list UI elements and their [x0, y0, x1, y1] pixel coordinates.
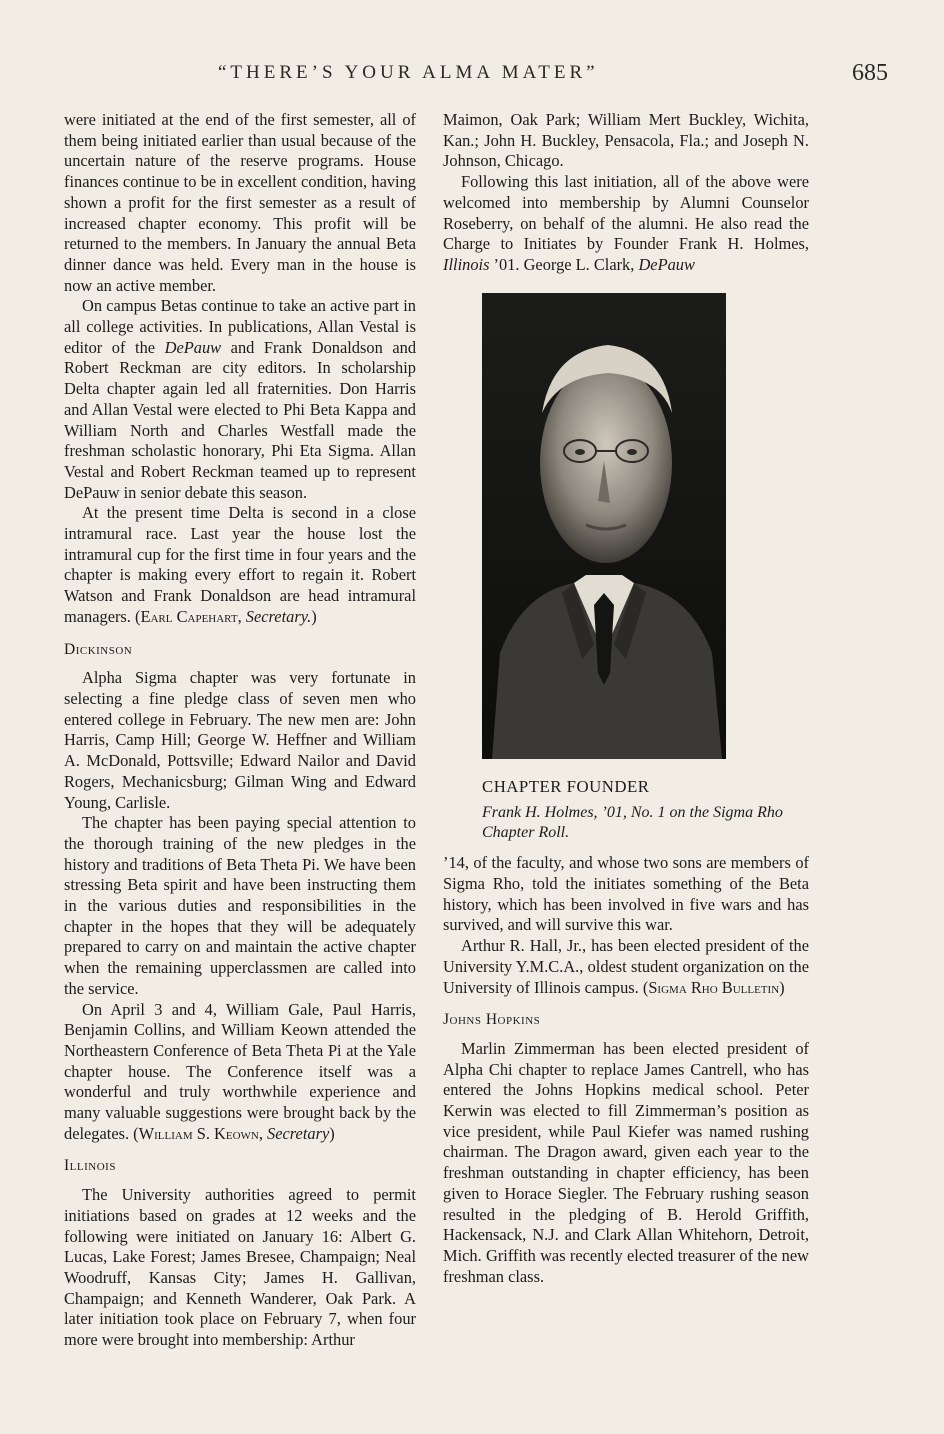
signature-title: Secretary. — [245, 606, 312, 626]
paragraph-illinois-welcome: Following this last initiation, all of the above were welcomed into membership by Alumni Counselor Roseberry, on behalf of the alumni. He also read the Charge to Initiates by Founder Frank H. Holmes, Illinois ’01. George L. Clark, DePauw — [443, 172, 809, 274]
founder-portrait-photo — [482, 293, 726, 759]
right-column — [443, 110, 809, 1287]
signature-source: Sigma Rho Bulletin — [648, 977, 780, 997]
photo-caption-title: CHAPTER FOUNDER — [482, 776, 650, 796]
signature-title: Secretary — [267, 1123, 330, 1143]
page-number: 685 — [852, 60, 888, 86]
section-heading-illinois: Illinois — [64, 1157, 116, 1175]
paragraph-johns-hopkins: Marlin Zimmerman has been elected president of Alpha Chi chapter to replace James Cantrell, who has entered the Johns Hopkins medical school. Peter Kerwin was elected to fill Zimmerman’s position as vice president, while Paul Kiefer was named rushing chairman. The Dragon award, given each year to the freshman outstanding in chapter efficiency, has been given to Horace Siegler. The February rushing season resulted in the pledging of B. Herold Griffith, Hackensack, N.J. and Clark Allan Whitehorn, Detroit, Mich. Griffith was recently elected treasurer of the new freshman class. — [443, 1038, 809, 1286]
paragraph-dickinson-training: The chapter has been paying special attention to the thorough training of the new pledges in the history and traditions of Beta Theta Pi. We have been stressing Beta spirit and have been instructing them in the various duties and responsibilities in the chapter in the hopes that they will be adequately prepared to carry on and maintain the active chapter when the remaining upperclassmen are called into the service. — [64, 813, 416, 998]
signature-name: William S. Keown, — [138, 1123, 263, 1143]
section-heading-johns-hopkins: Johns Hopkins — [443, 1011, 541, 1029]
paragraph-illinois-ymca: Arthur R. Hall, Jr., has been elected president of the University Y.M.C.A., oldest student organization on the University of Illinois campus. (Sigma Rho Bulletin) — [443, 936, 809, 997]
section-heading-dickinson: Dickinson — [64, 640, 133, 658]
portrait-illustration — [482, 293, 726, 759]
paragraph-dickinson-conference: On April 3 and 4, William Gale, Paul Harris, Benjamin Collins, and William Keown attended the Northeastern Conference of Beta Theta Pi at the Yale chapter house. The Conference itself was a wonderful and truly worthwhile experience and many valuable suggestions were brought back by the delegates. (William S. Keown, Secretary) — [64, 999, 416, 1143]
signature-name: Earl Capehart, — [140, 606, 242, 626]
paragraph-illinois-initiations: The University authorities agreed to permit initiations based on grades at 12 weeks and the following were initiated on January 16: Albert G. Lucas, Lake Forest; James Bresee, Champaign; Neal Woodruff, Kansas City; James H. Gallivan, Champaign; and Kenneth Wanderer, Oak Park. A later initiation took place on February 7, when four more were brought into membership: Arthur — [64, 1185, 416, 1350]
paragraph-delta-intramural: At the present time Delta is second in a close intramural race. Last year the house lost the intramural cup for the first time in four years and the chapter is making every effort to regain it. Robert Watson and Frank Donaldson are head intramural managers. (Earl Capehart, Secretary.) — [64, 503, 416, 626]
photo-caption-text: Frank H. Holmes, ’01, No. 1 on the Sigma Rho Chapter Roll. — [482, 804, 783, 842]
publication-title: DePauw — [164, 337, 222, 357]
paragraph-delta-finances: were initiated at the end of the first semester, all of them being initiated earlier than usual because of the uncertain nature of the reserve programs. House finances continue to be in excellent condition, having shown a profit for the first semester as a result of increased chapter economy. This profit will be returned to the members. In January the annual Beta dinner dance was held. Every man in the house is now an active member. — [64, 110, 416, 295]
paragraph-dickinson-pledges: Alpha Sigma chapter was very fortunate in selecting a fine pledge class of seven men who entered college in February. The new men are: John Harris, Camp Hill; George W. Heffner and William A. McDonald, Pottsville; Edward Nailor and David Rogers, Mechanicsburg; Gilman Wing and Edward Young, Carlisle. — [64, 668, 416, 812]
left-column — [64, 110, 416, 1351]
running-head: “THERE’S YOUR ALMA MATER” — [218, 62, 599, 83]
paragraph-illinois-initiates: Maimon, Oak Park; William Mert Buckley, Wichita, Kan.; John H. Buckley, Pensacola, Fla.; and Joseph N. Johnson, Chicago. — [443, 110, 809, 171]
paragraph-delta-campus: On campus Betas continue to take an active part in all college activities. In publications, Allan Vestal is editor of the DePauw and Frank Donaldson and Robert Reckman are city editors. In scholarship Delta chapter again led all fraternities. Don Harris and Allan Vestal were elected to Phi Beta Kappa and William North and Charles Westfall made the freshman scholastic honorary, Phi Eta Sigma. Allan Vestal and Robert Reckman teamed up to represent DePauw in senior debate this season. — [64, 296, 417, 502]
paragraph-illinois-history: ’14, of the faculty, and whose two sons are members of Sigma Rho, told the initiates something of the Beta history, which has been involved in five wars and has survived, and will survive this war. — [443, 853, 809, 935]
